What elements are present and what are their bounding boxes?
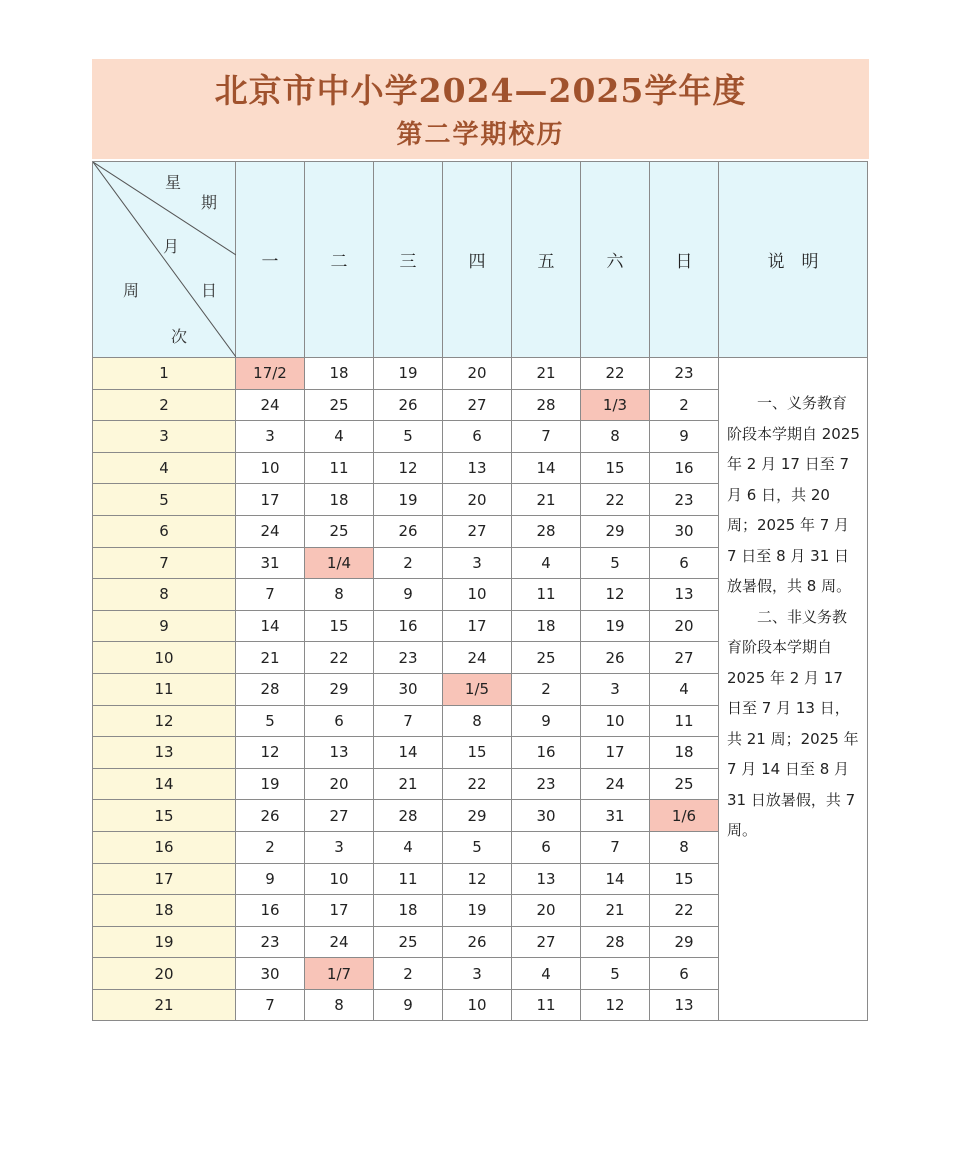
date-cell: 26: [374, 389, 443, 421]
date-cell: 7: [236, 579, 305, 611]
week-number-cell: 5: [93, 484, 236, 516]
calendar-body: [93, 358, 868, 1021]
week-number-cell: 15: [93, 800, 236, 832]
date-cell: 10: [305, 863, 374, 895]
date-cell: 19: [581, 610, 650, 642]
corner-label-weekday-1: 星: [165, 173, 182, 192]
date-cell: 20: [305, 768, 374, 800]
date-cell: 26: [236, 800, 305, 832]
date-cell: 25: [650, 768, 719, 800]
date-cell: 22: [305, 642, 374, 674]
date-cell: 28: [374, 800, 443, 832]
date-cell: 23: [512, 768, 581, 800]
date-cell: 20: [443, 484, 512, 516]
date-cell: 4: [512, 547, 581, 579]
date-cell: 12: [443, 863, 512, 895]
date-cell: 13: [443, 452, 512, 484]
corner-label-date-2: 日: [201, 281, 218, 300]
corner-label-weekday-2: 期: [201, 193, 218, 212]
weekday-header-sat: 六: [581, 162, 650, 358]
date-cell: 11: [305, 452, 374, 484]
date-cell: 30: [650, 515, 719, 547]
notes-header: 说 明: [719, 162, 868, 358]
date-cell: 26: [443, 926, 512, 958]
month-start-date-cell: 1/5: [443, 673, 512, 705]
date-cell: 10: [581, 705, 650, 737]
date-cell: 9: [374, 989, 443, 1021]
date-cell: 10: [443, 579, 512, 611]
date-cell: 8: [650, 831, 719, 863]
date-cell: 23: [650, 484, 719, 516]
month-start-date-cell: 1/6: [650, 800, 719, 832]
date-cell: 30: [374, 673, 443, 705]
date-cell: 8: [305, 579, 374, 611]
date-cell: 5: [236, 705, 305, 737]
week-number-cell: 20: [93, 958, 236, 990]
week-number-cell: 14: [93, 768, 236, 800]
date-cell: 18: [374, 895, 443, 927]
weekday-header-fri: 五: [512, 162, 581, 358]
date-cell: 6: [512, 831, 581, 863]
date-cell: 27: [512, 926, 581, 958]
date-cell: 14: [512, 452, 581, 484]
date-cell: 27: [305, 800, 374, 832]
date-cell: 29: [305, 673, 374, 705]
date-cell: 7: [512, 421, 581, 453]
date-cell: 11: [374, 863, 443, 895]
date-cell: 13: [512, 863, 581, 895]
date-cell: 17: [305, 895, 374, 927]
date-cell: 7: [236, 989, 305, 1021]
week-number-cell: 13: [93, 737, 236, 769]
date-cell: 22: [581, 358, 650, 390]
date-cell: 16: [236, 895, 305, 927]
week-number-cell: 10: [93, 642, 236, 674]
date-cell: 26: [581, 642, 650, 674]
header-row: [93, 162, 868, 358]
week-number-cell: 17: [93, 863, 236, 895]
calendar-table: [92, 161, 868, 1021]
date-cell: 3: [443, 547, 512, 579]
corner-label-week-2: 次: [171, 327, 188, 346]
date-cell: 28: [512, 515, 581, 547]
date-cell: 23: [236, 926, 305, 958]
date-cell: 28: [236, 673, 305, 705]
date-cell: 25: [305, 389, 374, 421]
date-cell: 22: [443, 768, 512, 800]
date-cell: 11: [650, 705, 719, 737]
date-cell: 16: [650, 452, 719, 484]
date-cell: 20: [512, 895, 581, 927]
month-start-date-cell: 1/3: [581, 389, 650, 421]
weekday-header-sun: 日: [650, 162, 719, 358]
weekday-header-mon: 一: [236, 162, 305, 358]
week-number-cell: 8: [93, 579, 236, 611]
date-cell: 25: [305, 515, 374, 547]
month-start-date-cell: 1/4: [305, 547, 374, 579]
date-cell: 23: [650, 358, 719, 390]
weekday-header-tue: 二: [305, 162, 374, 358]
date-cell: 21: [581, 895, 650, 927]
week-number-cell: 19: [93, 926, 236, 958]
date-cell: 7: [374, 705, 443, 737]
note-paragraph: 二、非义务教育阶段本学期自 2025 年 2 月 17 日至 7 月 13 日，共 21 周；2025 年 7 月 14 日至 8 月 31 日放暑假，共 7 周。: [727, 607, 859, 839]
date-cell: 15: [581, 452, 650, 484]
week-number-cell: 2: [93, 389, 236, 421]
date-cell: 16: [512, 737, 581, 769]
date-cell: 6: [443, 421, 512, 453]
date-cell: 11: [512, 989, 581, 1021]
date-cell: 21: [512, 484, 581, 516]
date-cell: 4: [374, 831, 443, 863]
date-cell: 19: [443, 895, 512, 927]
date-cell: 3: [443, 958, 512, 990]
date-cell: 17: [443, 610, 512, 642]
date-cell: 3: [236, 421, 305, 453]
date-cell: 23: [374, 642, 443, 674]
date-cell: 9: [236, 863, 305, 895]
date-cell: 6: [650, 547, 719, 579]
date-cell: 2: [374, 547, 443, 579]
date-cell: 24: [581, 768, 650, 800]
date-cell: 25: [374, 926, 443, 958]
date-cell: 31: [581, 800, 650, 832]
date-cell: 30: [236, 958, 305, 990]
table-row: [93, 358, 868, 390]
date-cell: 18: [305, 358, 374, 390]
date-cell: 29: [650, 926, 719, 958]
date-cell: 30: [512, 800, 581, 832]
date-cell: 17: [236, 484, 305, 516]
date-cell: 3: [305, 831, 374, 863]
date-cell: 29: [443, 800, 512, 832]
date-cell: 13: [650, 579, 719, 611]
date-cell: 15: [443, 737, 512, 769]
date-cell: 18: [305, 484, 374, 516]
week-number-cell: 21: [93, 989, 236, 1021]
date-cell: 20: [443, 358, 512, 390]
date-cell: 24: [236, 389, 305, 421]
corner-label-date-1: 月: [163, 237, 180, 256]
date-cell: 8: [581, 421, 650, 453]
note-paragraph: 一、义务教育阶段本学期自 2025 年 2 月 17 日至 7 月 6 日，共 20 周；2025 年 7 月 7 日至 8 月 31 日放暑假，共 8 周。: [727, 394, 860, 595]
date-cell: 31: [236, 547, 305, 579]
date-cell: 8: [305, 989, 374, 1021]
date-cell: 25: [512, 642, 581, 674]
date-cell: 4: [650, 673, 719, 705]
date-cell: 9: [374, 579, 443, 611]
date-cell: 5: [581, 547, 650, 579]
date-cell: 21: [512, 358, 581, 390]
date-cell: 3: [581, 673, 650, 705]
date-cell: 5: [374, 421, 443, 453]
date-cell: 4: [305, 421, 374, 453]
date-cell: 24: [305, 926, 374, 958]
week-number-cell: 1: [93, 358, 236, 390]
date-cell: 13: [650, 989, 719, 1021]
week-number-cell: 9: [93, 610, 236, 642]
date-cell: 11: [512, 579, 581, 611]
page-subtitle: 第二学期校历: [396, 120, 565, 150]
date-cell: 10: [443, 989, 512, 1021]
week-number-cell: 16: [93, 831, 236, 863]
date-cell: 6: [650, 958, 719, 990]
date-cell: 24: [443, 642, 512, 674]
date-cell: 2: [236, 831, 305, 863]
date-cell: 12: [374, 452, 443, 484]
notes-cell: [719, 358, 868, 1021]
date-cell: 21: [236, 642, 305, 674]
corner-header: [93, 162, 236, 358]
date-cell: 22: [650, 895, 719, 927]
date-cell: 5: [443, 831, 512, 863]
date-cell: 27: [443, 389, 512, 421]
date-cell: 7: [581, 831, 650, 863]
date-cell: 28: [581, 926, 650, 958]
date-cell: 28: [512, 389, 581, 421]
date-cell: 9: [650, 421, 719, 453]
date-cell: 12: [581, 989, 650, 1021]
date-cell: 18: [650, 737, 719, 769]
date-cell: 4: [512, 958, 581, 990]
week-number-cell: 11: [93, 673, 236, 705]
date-cell: 14: [374, 737, 443, 769]
date-cell: 27: [443, 515, 512, 547]
date-cell: 19: [374, 358, 443, 390]
week-number-cell: 12: [93, 705, 236, 737]
date-cell: 16: [374, 610, 443, 642]
date-cell: 10: [236, 452, 305, 484]
week-number-cell: 3: [93, 421, 236, 453]
date-cell: 9: [512, 705, 581, 737]
title-banner: [92, 59, 869, 159]
date-cell: 19: [236, 768, 305, 800]
month-start-date-cell: 1/7: [305, 958, 374, 990]
date-cell: 15: [650, 863, 719, 895]
page-title: 北京市中小学2024—2025学年度: [214, 71, 747, 110]
week-number-cell: 4: [93, 452, 236, 484]
date-cell: 5: [581, 958, 650, 990]
date-cell: 14: [581, 863, 650, 895]
date-cell: 15: [305, 610, 374, 642]
corner-label-week-1: 周: [123, 281, 140, 300]
week-number-cell: 18: [93, 895, 236, 927]
date-cell: 18: [512, 610, 581, 642]
date-cell: 2: [650, 389, 719, 421]
week-number-cell: 6: [93, 515, 236, 547]
date-cell: 12: [236, 737, 305, 769]
date-cell: 27: [650, 642, 719, 674]
weekday-header-wed: 三: [374, 162, 443, 358]
date-cell: 6: [305, 705, 374, 737]
date-cell: 12: [581, 579, 650, 611]
week-number-cell: 7: [93, 547, 236, 579]
month-start-date-cell: 17/2: [236, 358, 305, 390]
date-cell: 14: [236, 610, 305, 642]
date-cell: 8: [443, 705, 512, 737]
date-cell: 21: [374, 768, 443, 800]
date-cell: 20: [650, 610, 719, 642]
date-cell: 22: [581, 484, 650, 516]
weekday-header-thu: 四: [443, 162, 512, 358]
date-cell: 17: [581, 737, 650, 769]
date-cell: 2: [512, 673, 581, 705]
date-cell: 24: [236, 515, 305, 547]
date-cell: 29: [581, 515, 650, 547]
date-cell: 19: [374, 484, 443, 516]
date-cell: 26: [374, 515, 443, 547]
date-cell: 2: [374, 958, 443, 990]
date-cell: 13: [305, 737, 374, 769]
